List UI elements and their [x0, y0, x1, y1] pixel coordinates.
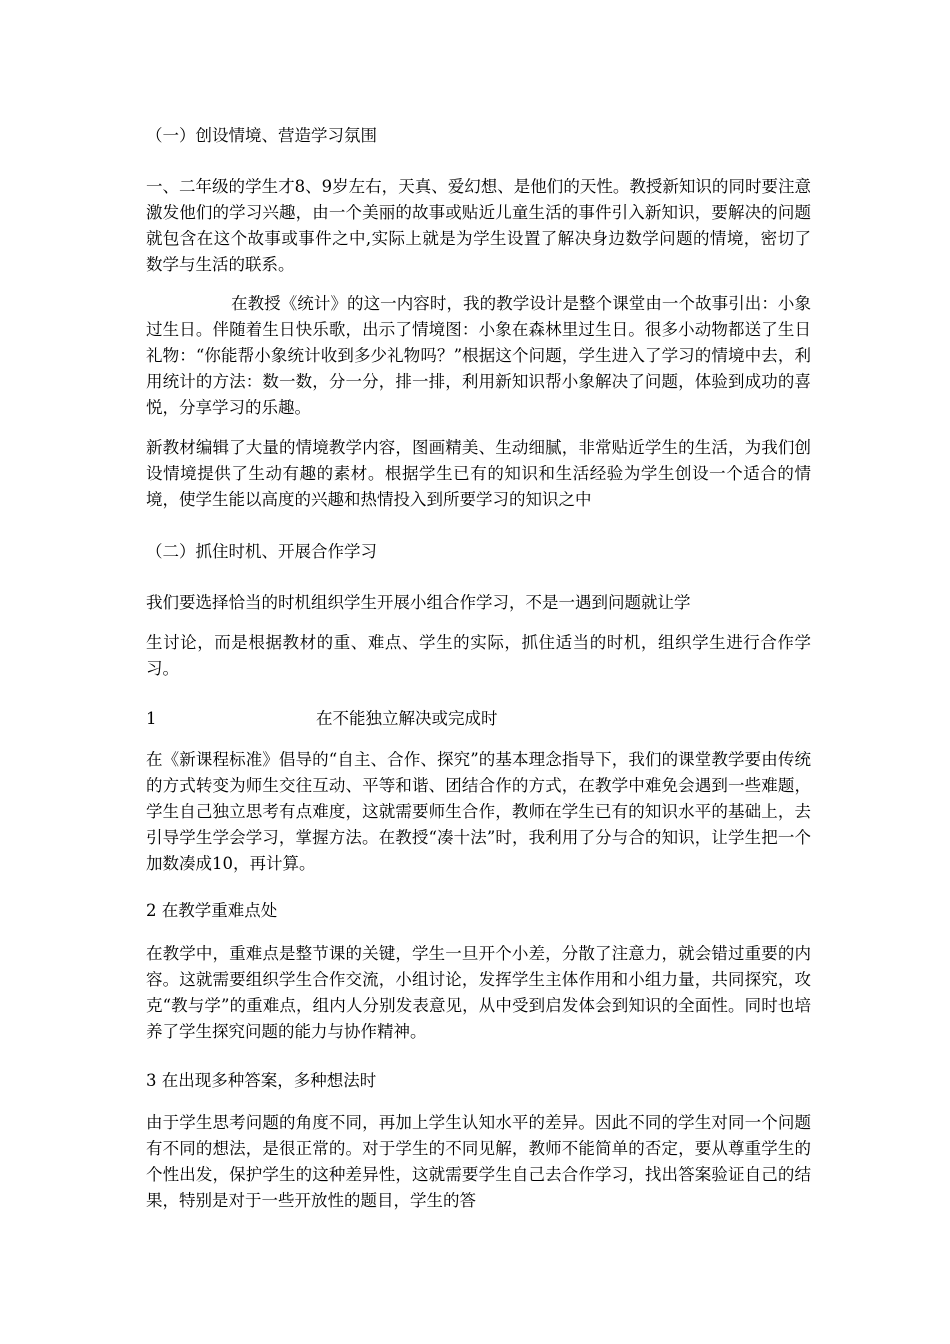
paragraph-3: 新教材编辑了大量的情境教学内容，图画精美、生动细腻，非常贴近学生的生活，为我们创设情境提供了生动有趣的素材。根据学生已有的知识和生活经验为学生创设一个适合的情境，使学生能以高度的兴趣和热情投入到所要学习的知识之中 — [146, 438, 811, 509]
paragraph-7: 在教学中，重难点是整节课的关键，学生一旦开个小差，分散了注意力，就会错过重要的内容。这就需要组织学生合作交流，小组讨论，发挥学生主体作用和小组力量，共同探究，攻克“教与学”的重难点，组内人分别发表意见，从中受到启发体会到知识的全面性。同时也培养了学生探究问题的能力与协作精神。 — [146, 944, 811, 1041]
paragraph-6: 在《新课程标准》倡导的“自主、合作、探究”的基本理念指导下，我们的课堂教学要由传统的方式转变为师生交往互动、平等和谐、团结合作的方式，在教学中难免会遇到一些难题，学生自己独立思考有点难度，这就需要师生合作，教师在学生已有的知识水平的基础上，去引导学生学会学习，掌握方法。在教授“凑十法”时，我利用了分与合的知识，让学生把一个加数凑成10，再计算。 — [146, 750, 811, 873]
list-item-1-text: 在不能独立解决或完成时 — [316, 709, 498, 728]
paragraph-4: 我们要选择恰当的时机组织学生开展小组合作学习，不是一遇到问题就让学 — [146, 593, 691, 612]
section-heading-1: （一）创设情境、营造学习氛围 — [146, 126, 377, 145]
paragraph-5: 生讨论，而是根据教材的重、难点、学生的实际，抓住适当的时机，组织学生进行合作学习。 — [146, 633, 811, 678]
paragraph-2: 在教授《统计》的这一内容时，我的教学设计是整个课堂由一个故事引出：小象过生日。伴随着生日快乐歌，出示了情境图：小象在森林里过生日。很多小动物都送了生日礼物：“你能帮小象统计收到多少礼物吗？”根据这个问题，学生进入了学习的情境中去，利用统计的方法：数一数，分一分，排一排，利用新知识帮小象解决了问题，体验到成功的喜悦，分享学习的乐趣。 — [146, 294, 811, 417]
list-item-2: 2 在教学重难点处 — [146, 901, 278, 920]
list-item-1-number: 1 — [146, 709, 157, 728]
list-item-1 — [146, 706, 811, 732]
paragraph-8: 由于学生思考问题的角度不同，再加上学生认知水平的差异。因此不同的学生对同一个问题有不同的想法，是很正常的。对于学生的不同见解，教师不能简单的否定，要从尊重学生的个性出发，保护学生的这种差异性，这就需要学生自己去合作学习，找出答案验证自己的结果，特别是对于一些开放性的题目，学生的答 — [146, 1113, 811, 1210]
paragraph-1: 一、二年级的学生才8、9岁左右，天真、爱幻想、是他们的天性。教授新知识的同时要注意激发他们的学习兴趣，由一个美丽的故事或贴近儿童生活的事件引入新知识，要解决的问题就包含在这个故事或事件之中,实际上就是为学生设置了解决身边数学问题的情境，密切了数学与生活的联系。 — [146, 177, 811, 274]
list-item-3: 3 在出现多种答案，多种想法时 — [146, 1071, 377, 1090]
section-heading-2: （二）抓住时机、开展合作学习 — [146, 542, 377, 561]
